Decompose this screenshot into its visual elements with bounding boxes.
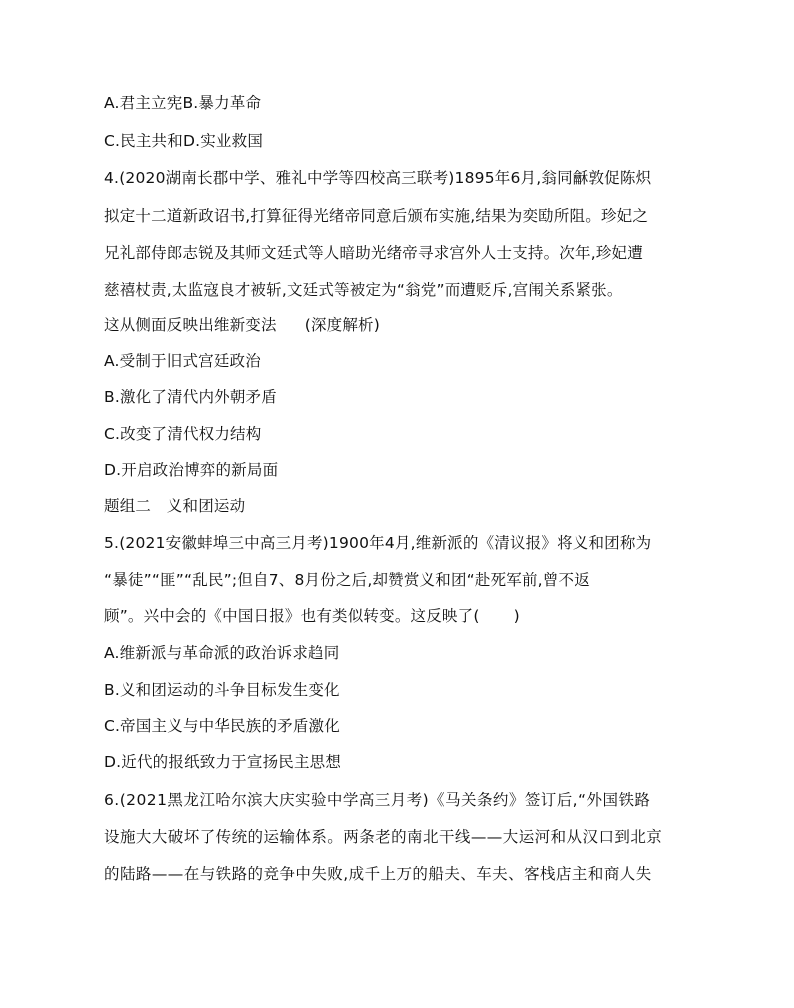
option-c: C.帝国主义与中华民族的矛盾激化: [104, 717, 340, 735]
question-4-line: 兄礼部侍郎志锐及其师文廷式等人暗助光绪帝寻求宫外人士支持。次年,珍妃遭: [104, 244, 643, 262]
question-6-line: 的陆路——在与铁路的竞争中失败,成千上万的船夫、车夫、客栈店主和商人失: [104, 865, 652, 883]
section-heading: 题组二 义和团运动: [104, 497, 246, 515]
question-4-line: 拟定十二道新政诏书,打算征得光绪帝同意后颁布实施,结果为奕劻所阻。珍妃之: [104, 207, 649, 225]
option-a: A.受制于旧式宫廷政治: [104, 352, 261, 370]
analysis-tag: (深度解析): [304, 316, 380, 334]
question-4-line: 慈禧杖责,太监寇良才被斩,文廷式等被定为“翁党”而遭贬斥,宫闱关系紧张。: [104, 281, 623, 299]
question-4-stem-end: [104, 315, 380, 335]
question-5-stem-end: [104, 606, 520, 626]
question-6-line: 设施大大破坏了传统的运输体系。两条老的南北干线——大运河和从汉口到北京: [104, 828, 663, 846]
option-line: C.民主共和D.实业救国: [104, 132, 264, 150]
option-d: D.开启政治博弈的新局面: [104, 461, 279, 479]
question-6-line: 6.(2021黑龙江哈尔滨大庆实验中学高三月考)《马关条约》签订后,“外国铁路: [104, 791, 651, 809]
question-5-line: 5.(2021安徽蚌埠三中高三月考)1900年4月,维新派的《清议报》将义和团称为: [104, 534, 652, 552]
option-c: C.改变了清代权力结构: [104, 425, 262, 443]
option-d: D.近代的报纸致力于宣扬民主思想: [104, 753, 342, 771]
answer-blank-close: ): [513, 607, 520, 625]
option-b: B.义和团运动的斗争目标发生变化: [104, 681, 340, 699]
question-5-line: “暴徒”“匪”“乱民”;但自7、8月份之后,却赞赏义和团“赴死军前,曾不返: [104, 571, 590, 589]
question-5-stem-text: 顾”。兴中会的《中国日报》也有类似转变。这反映了(: [104, 607, 480, 625]
option-b: B.激化了清代内外朝矛盾: [104, 388, 277, 406]
option-line: A.君主立宪B.暴力革命: [104, 94, 262, 112]
question-4-line: 4.(2020湖南长郡中学、雅礼中学等四校高三联考)1895年6月,翁同龢敦促陈炽: [104, 169, 652, 187]
option-a: A.维新派与革命派的政治诉求趋同: [104, 644, 340, 662]
question-4-stem-text: 这从侧面反映出维新变法: [104, 316, 277, 334]
